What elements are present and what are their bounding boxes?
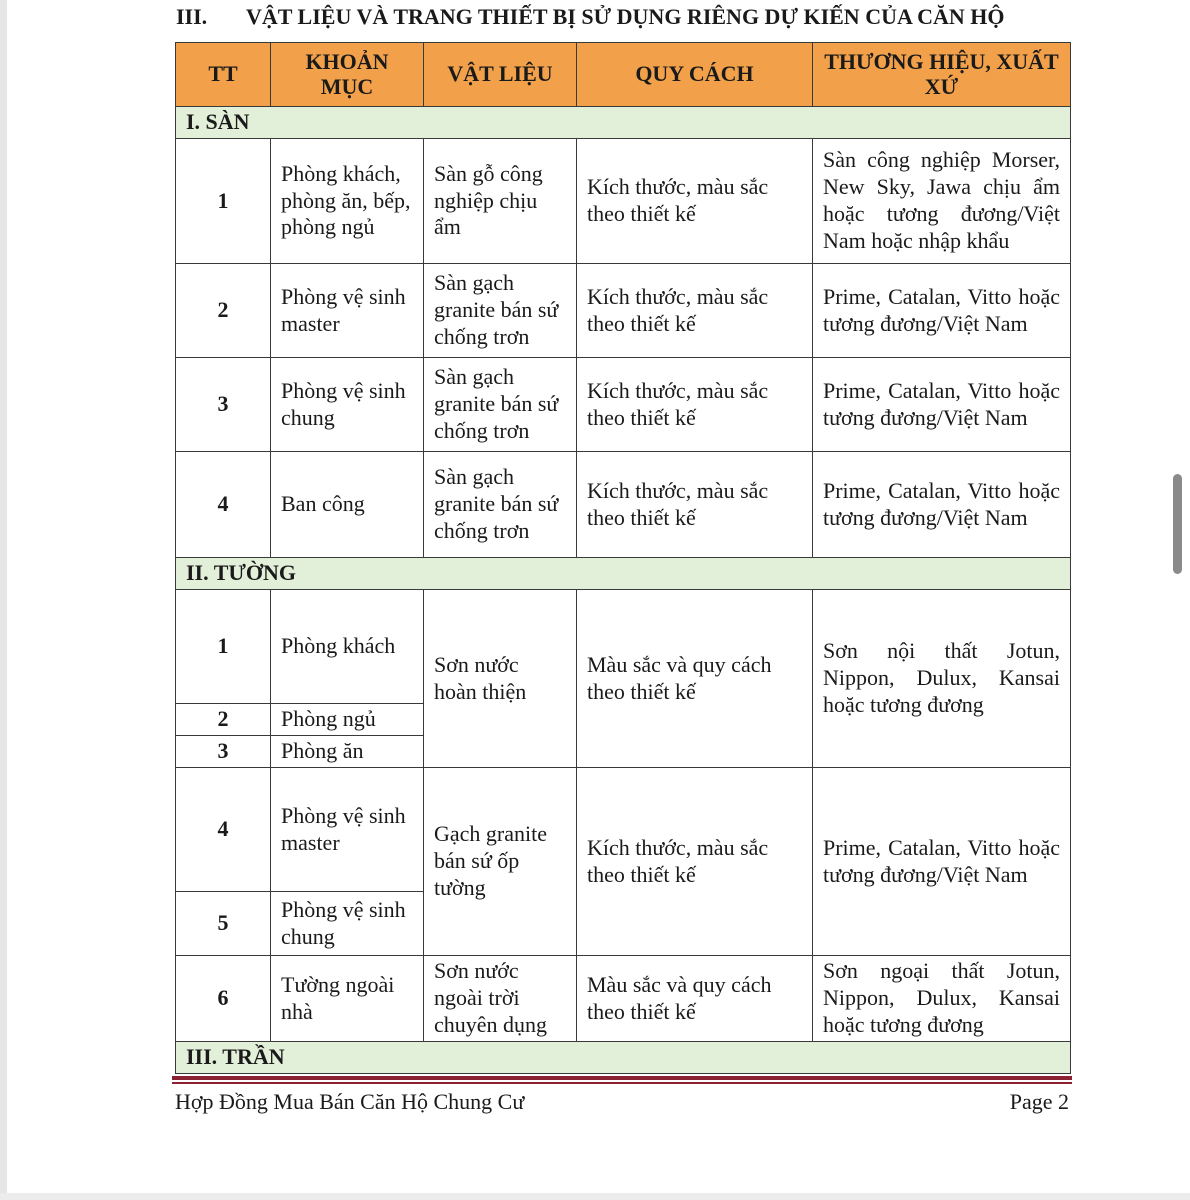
section-heading (176, 4, 1005, 30)
section-row-floor (176, 107, 1071, 139)
table-row (176, 139, 1071, 264)
header-material: VẬT LIỆU (424, 43, 577, 107)
cell-item: Phòng vệ sinh chung (271, 892, 424, 956)
cell-item: Ban công (271, 452, 424, 558)
header-item: KHOẢN MỤC (271, 43, 424, 107)
page-left-edge (0, 0, 7, 1200)
footer-divider-thin (172, 1082, 1072, 1084)
cell-brand: Sàn công nghiệp Morser, New Sky, Jawa chịu ẩm hoặc tương đương/Việt Nam hoặc nhập khẩu (813, 139, 1071, 264)
cell-material: Sàn gạch granite bán sứ chống trơn (424, 452, 577, 558)
header-tt: TT (176, 43, 271, 107)
cell-item: Phòng vệ sinh chung (271, 358, 424, 452)
cell-material: Gạch granite bán sứ ốp tường (424, 768, 577, 956)
table-row (176, 452, 1071, 558)
header-spec: QUY CÁCH (577, 43, 813, 107)
section-heading-number: III. (176, 4, 208, 29)
section-row-ceiling (176, 1042, 1071, 1074)
cell-tt: 3 (176, 736, 271, 768)
cell-item: Phòng khách (271, 590, 424, 704)
footer-page-number: Page 2 (1009, 1089, 1069, 1114)
cell-spec: Kích thước, màu sắc theo thiết kế (577, 264, 813, 358)
table-row (176, 264, 1071, 358)
cell-tt: 5 (176, 892, 271, 956)
footer-divider-thick (172, 1076, 1072, 1080)
cell-tt: 2 (176, 704, 271, 736)
cell-brand: Prime, Catalan, Vitto hoặc tương đương/Việt Nam (813, 768, 1071, 956)
header-brand: THƯƠNG HIỆU, XUẤT XỨ (813, 43, 1071, 107)
cell-brand: Prime, Catalan, Vitto hoặc tương đương/Việt Nam (813, 358, 1071, 452)
cell-spec: Kích thước, màu sắc theo thiết kế (577, 452, 813, 558)
table-row (176, 358, 1071, 452)
cell-material: Sàn gạch granite bán sứ chống trơn (424, 264, 577, 358)
vertical-scrollbar-thumb[interactable] (1173, 474, 1182, 574)
cell-item: Tường ngoài nhà (271, 956, 424, 1042)
cell-spec: Màu sắc và quy cách theo thiết kế (577, 590, 813, 768)
cell-spec: Màu sắc và quy cách theo thiết kế (577, 956, 813, 1042)
cell-tt: 2 (176, 264, 271, 358)
cell-item: Phòng ăn (271, 736, 424, 768)
table-row (176, 768, 1071, 892)
cell-spec: Kích thước, màu sắc theo thiết kế (577, 358, 813, 452)
table-row (176, 590, 1071, 704)
cell-tt: 3 (176, 358, 271, 452)
cell-material: Sàn gỗ công nghiệp chịu ẩm (424, 139, 577, 264)
section-title: I. SÀN (176, 107, 1071, 139)
cell-spec: Kích thước, màu sắc theo thiết kế (577, 139, 813, 264)
cell-item: Phòng khách, phòng ăn, bếp, phòng ngủ (271, 139, 424, 264)
page-bottom-edge (0, 1193, 1190, 1200)
cell-tt: 6 (176, 956, 271, 1042)
cell-item: Phòng ngủ (271, 704, 424, 736)
cell-item: Phòng vệ sinh master (271, 264, 424, 358)
section-heading-title: VẬT LIỆU VÀ TRANG THIẾT BỊ SỬ DỤNG RIÊNG DỰ KIẾN CỦA CĂN HỘ (246, 4, 1005, 29)
section-row-wall (176, 558, 1071, 590)
section-title: III. TRẦN (176, 1042, 1071, 1074)
table-row (176, 956, 1071, 1042)
cell-tt: 4 (176, 452, 271, 558)
footer-document-title: Hợp Đồng Mua Bán Căn Hộ Chung Cư (175, 1089, 525, 1114)
cell-brand: Prime, Catalan, Vitto hoặc tương đương/Việt Nam (813, 264, 1071, 358)
cell-brand: Sơn ngoại thất Jotun, Nippon, Dulux, Kansai hoặc tương đương (813, 956, 1071, 1042)
cell-material: Sơn nước hoàn thiện (424, 590, 577, 768)
materials-table (175, 42, 1071, 1074)
section-title: II. TƯỜNG (176, 558, 1071, 590)
cell-item: Phòng vệ sinh master (271, 768, 424, 892)
cell-spec: Kích thước, màu sắc theo thiết kế (577, 768, 813, 956)
cell-material: Sàn gạch granite bán sứ chống trơn (424, 358, 577, 452)
cell-brand: Sơn nội thất Jotun, Nippon, Dulux, Kansai hoặc tương đương (813, 590, 1071, 768)
table-header-row (176, 43, 1071, 107)
cell-tt: 1 (176, 590, 271, 704)
cell-material: Sơn nước ngoài trời chuyên dụng (424, 956, 577, 1042)
cell-tt: 4 (176, 768, 271, 892)
cell-brand: Prime, Catalan, Vitto hoặc tương đương/Việt Nam (813, 452, 1071, 558)
cell-tt: 1 (176, 139, 271, 264)
